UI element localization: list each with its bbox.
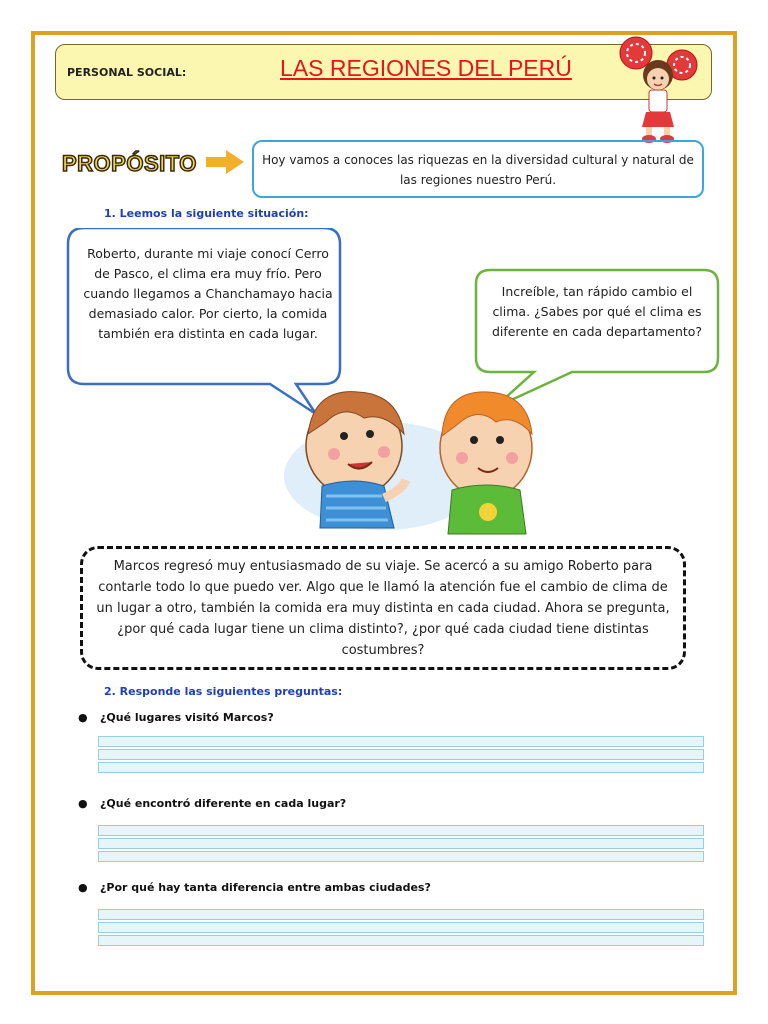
question-3-text: ¿Por qué hay tanta diferencia entre ambas ciudades? — [100, 881, 431, 894]
answer-line[interactable] — [98, 762, 704, 773]
answer-line[interactable] — [98, 736, 704, 747]
svg-text:PROPÓSITO: PROPÓSITO — [62, 151, 197, 176]
purpose-box: Hoy vamos a conoces las riquezas en la diversidad cultural y natural de las regiones nuestro Perú. — [252, 140, 704, 198]
question-2 — [78, 797, 346, 810]
answer-line[interactable] — [98, 749, 704, 760]
story-text: Marcos regresó muy entusiasmado de su viaje. Se acercó a su amigo Roberto para contarle todo lo que puedo ver. Algo que le llamó la atención fue el cambio de clima de un lugar a otro, también la comida era muy distinta en cada ciudad. Ahora se pregunta, ¿por qué cada lugar tiene un clima distinto?, ¿por qué cada ciudad tiene distintas costumbres? — [96, 559, 670, 658]
answer-line[interactable] — [98, 851, 704, 862]
answer-line[interactable] — [98, 909, 704, 920]
cheerleader-illustration — [616, 35, 698, 145]
answer-line[interactable] — [98, 922, 704, 933]
bullet-icon: ● — [78, 797, 88, 810]
proposito-label-graphic — [60, 146, 246, 180]
section-2-title: 2. Responde las siguientes preguntas: — [104, 685, 343, 698]
page-title: LAS REGIONES DEL PERÚ — [280, 55, 572, 81]
answer-line[interactable] — [98, 838, 704, 849]
answer-lines-1[interactable] — [98, 736, 704, 775]
answer-line[interactable] — [98, 825, 704, 836]
bullet-icon: ● — [78, 881, 88, 894]
section-1-title: 1. Leemos la siguiente situación: — [104, 207, 309, 220]
subject-label: PERSONAL SOCIAL: — [67, 66, 187, 79]
question-1 — [78, 711, 274, 724]
answer-lines-2[interactable] — [98, 825, 704, 864]
answer-line[interactable] — [98, 935, 704, 946]
left-speech-bubble: Roberto, durante mi viaje conocí Cerro de Pasco, el clima era muy frío. Pero cuando llegamos a Chanchamayo hacia demasiado calor. Por cierto, la comida también era distinta en cada lugar. — [83, 246, 333, 341]
answer-lines-3[interactable] — [98, 909, 704, 948]
question-1-text: ¿Qué lugares visitó Marcos? — [100, 711, 274, 724]
question-2-text: ¿Qué encontró diferente en cada lugar? — [100, 797, 347, 810]
question-3 — [78, 881, 431, 894]
right-speech-bubble: Increíble, tan rápido cambio el clima. ¿Sabes por qué el clima es diferente en cada departamento? — [491, 284, 703, 339]
bullet-icon: ● — [78, 711, 88, 724]
